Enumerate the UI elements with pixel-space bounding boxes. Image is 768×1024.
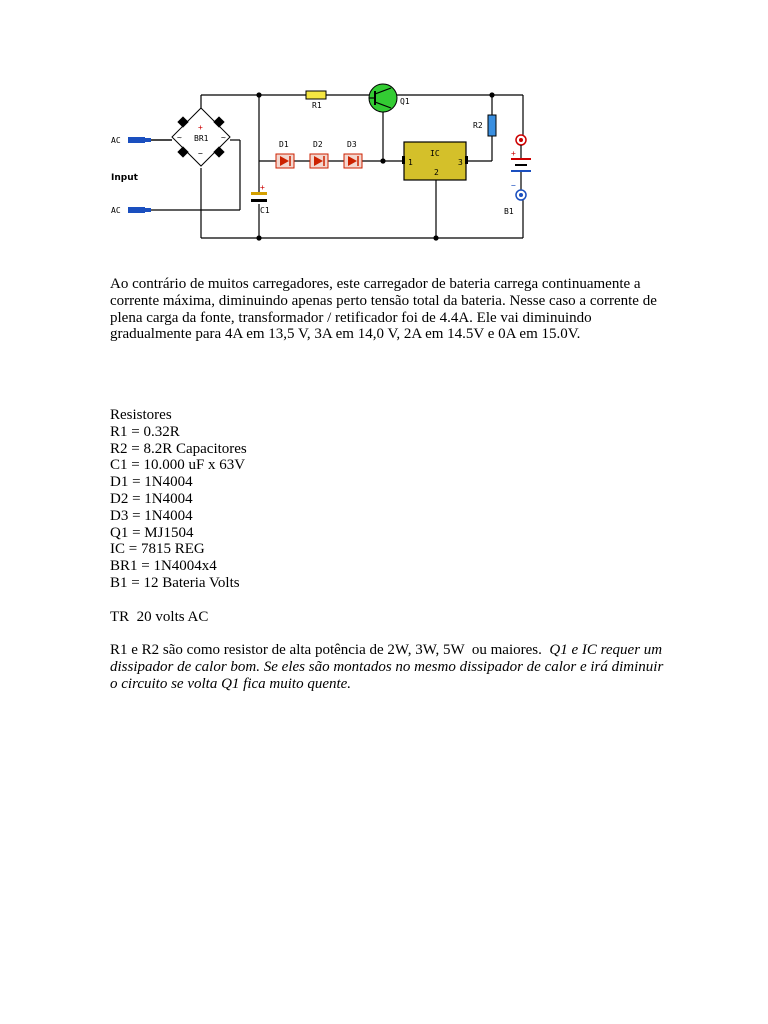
svg-text:AC: AC bbox=[111, 136, 121, 145]
svg-text:D2: D2 bbox=[313, 140, 323, 149]
resistor-r1 bbox=[306, 91, 326, 110]
list-item: R2 = 8.2R Capacitores bbox=[110, 440, 247, 457]
intro-text: Ao contrário de muitos carregadores, este carregador de bateria carrega continuamente a corrente máxima, diminuindo apenas perto tensão total da bateria. Nesse caso a corrente de plena carga da fonte, transformador / retificador foi de 4.4A. Ele vai diminuindo gradualmente para 4A em 13,5 V, 3A em 14,0 V, 2A em 14.5V e 0A em 15.0V. bbox=[110, 276, 657, 343]
diode-d2 bbox=[310, 140, 328, 168]
heatsink-note bbox=[110, 642, 670, 692]
svg-text:+: + bbox=[511, 149, 516, 158]
svg-text:3: 3 bbox=[458, 158, 463, 167]
svg-text:Q1: Q1 bbox=[400, 97, 410, 106]
svg-text:D1: D1 bbox=[279, 140, 289, 149]
list-item: Resistores bbox=[110, 407, 172, 423]
note-normal: R1 e R2 são como resistor de alta potência de 2W, 3W, 5W ou maiores. bbox=[110, 642, 550, 658]
svg-text:R1: R1 bbox=[312, 101, 322, 110]
transformer-line bbox=[110, 609, 670, 626]
intro-paragraph bbox=[110, 276, 670, 343]
svg-text:R2: R2 bbox=[473, 121, 483, 130]
svg-text:−: − bbox=[511, 181, 516, 190]
svg-text:B1: B1 bbox=[504, 207, 514, 216]
note-text bbox=[110, 642, 670, 692]
note-italic: Q1 e IC requer um dissipador de calor bom. Se eles são montados no mesmo dissipador de calor e irá diminuir o circuito se volta Q1 fica muito quente. bbox=[110, 642, 664, 692]
list-item: IC = 7815 REG bbox=[110, 541, 205, 558]
ic-regulator bbox=[402, 142, 468, 180]
battery-b1 bbox=[504, 135, 531, 216]
svg-text:IC: IC bbox=[430, 149, 440, 158]
transistor-q1 bbox=[369, 84, 410, 112]
resistor-r2 bbox=[473, 115, 496, 136]
list-item: BR1 = 1N4004x4 bbox=[110, 558, 217, 575]
circuit-schematic bbox=[100, 80, 540, 250]
list-item: D3 = 1N4004 bbox=[110, 507, 193, 524]
svg-text:D3: D3 bbox=[347, 140, 357, 149]
svg-text:~: ~ bbox=[221, 133, 226, 142]
svg-text:1: 1 bbox=[408, 158, 413, 167]
diode-d1 bbox=[276, 140, 294, 168]
bridge-rectifier bbox=[172, 108, 230, 166]
svg-text:C1: C1 bbox=[260, 206, 270, 215]
list-item: C1 = 10.000 uF x 63V bbox=[110, 457, 246, 474]
diode-d3 bbox=[344, 140, 362, 168]
list-item: B1 = 12 Bateria Volts bbox=[110, 574, 240, 591]
ac-input-bottom bbox=[111, 206, 151, 215]
list-item: D1 = 1N4004 bbox=[110, 474, 193, 491]
list-item: D2 = 1N4004 bbox=[110, 490, 193, 507]
ac-input-top bbox=[111, 136, 151, 145]
svg-text:2: 2 bbox=[434, 168, 439, 177]
svg-text:AC: AC bbox=[111, 206, 121, 215]
input-label: Input bbox=[111, 173, 138, 183]
parts-list bbox=[110, 407, 670, 592]
list-item: R1 = 0.32R bbox=[110, 423, 180, 440]
transformer-text: TR 20 volts AC bbox=[110, 609, 209, 625]
svg-text:+: + bbox=[260, 183, 265, 192]
svg-text:BR1: BR1 bbox=[194, 134, 209, 143]
capacitor-c1 bbox=[251, 183, 270, 215]
svg-text:~: ~ bbox=[177, 133, 182, 142]
svg-text:+: + bbox=[198, 123, 203, 132]
svg-text:−: − bbox=[198, 149, 203, 158]
list-item: Q1 = MJ1504 bbox=[110, 524, 194, 541]
